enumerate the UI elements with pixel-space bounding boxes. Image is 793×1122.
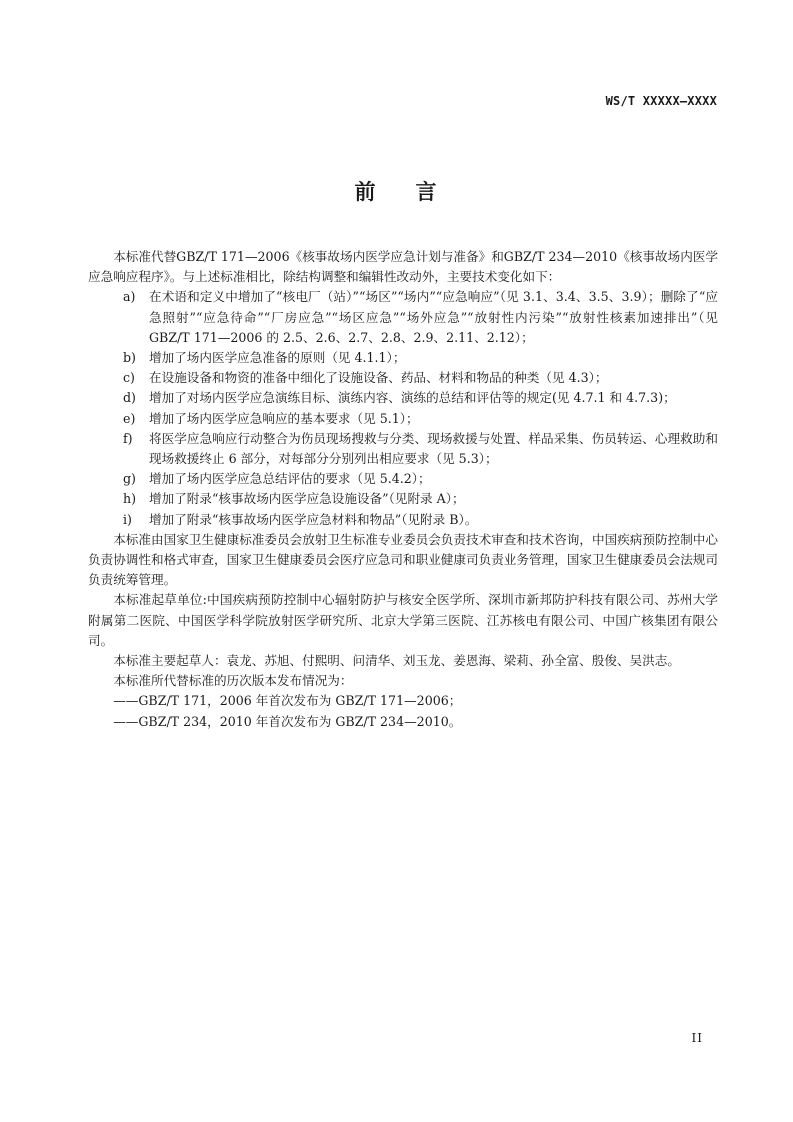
list-item	[88, 409, 718, 429]
list-item-text: 增加了对场内医学应急演练目标、演练内容、演练的总结和评估等的规定(见 4.7.1 和 4.7.3)；	[149, 390, 676, 406]
title-char-1: 前	[354, 180, 378, 204]
list-item-text: 增加了场内医学应急响应的基本要求（见 5.1）；	[149, 410, 419, 426]
list-item	[88, 489, 718, 509]
list-item-mark: c)	[123, 370, 135, 386]
list-item-mark: i)	[123, 511, 132, 527]
list-item-mark: e)	[123, 410, 136, 426]
list-item-text: 增加了附录“核事故场内医学应急设施设备”（见附录 A）；	[149, 491, 465, 507]
list-item	[88, 287, 718, 348]
changes-list	[88, 287, 718, 529]
history-heading: 本标准所代替标准的历次版本发布情况为：	[113, 673, 353, 689]
list-item	[88, 510, 718, 530]
list-item	[88, 348, 718, 368]
list-item-mark: h)	[123, 491, 137, 507]
drafters-paragraph: 本标准主要起草人：袁龙、苏旭、付熙明、问清华、刘玉龙、姜恩海、梁莉、孙全富、殷俊、吴洪志。	[113, 653, 680, 669]
list-item-text: 增加了附录“核事故场内医学应急材料和物品”（见附录 B）。	[149, 511, 478, 527]
list-item-mark: b)	[123, 350, 136, 366]
list-item-text: 增加了场内医学应急准备的原则（见 4.1.1）；	[149, 350, 406, 366]
intro-paragraph: 本标准代替GBZ/T 171—2006《核事故场内医学应急计划与准备》和GBZ/T 234—2010《核事故场内医学应急响应程序》。与上述标准相比，除结构调整和编辑性改动外，主要技术变化如下：	[88, 249, 718, 285]
drafting-units-paragraph: 本标准起草单位:中国疾病预防控制中心辐射防护与核安全医学所、深圳市新邦防护科技有限公司、苏州大学附属第二医院、中国医学科学院放射医学研究所、北京大学第三医院、江苏核电有限公司、中国广核集团有限公司。	[88, 592, 718, 648]
list-item-mark: a)	[123, 289, 136, 305]
list-item	[88, 388, 718, 408]
list-item-text: 将医学应急响应行动整合为伤员现场搜救与分类、现场救援与处置、样品采集、伤员转运、心理救助和现场救援终止 6 部分，对每部分分别列出相应要求（见 5.3）；	[149, 430, 718, 467]
list-item-text: 在设施设备和物资的准备中细化了设施设备、药品、材料和物品的种类（见 4.3）；	[149, 370, 608, 386]
history-item: ——GBZ/T 171，2006 年首次发布为 GBZ/T 171—2006；	[113, 693, 462, 709]
list-item-text: 在术语和定义中增加了“核电厂（站）”“场区”“场内”“应急响应”（见 3.1、3.4、3.5、3.9）；删除了“应急照射”“应急待命”“厂房应急”“场区应急”“场外应急”“放射性内污染”“放射性核素加速排出”（见 GBZ/T 171—2006 的 2.5、2.6、2.7、2.8、2.9、2.11、2.12）；	[149, 289, 718, 345]
list-item	[88, 469, 718, 489]
title-char-2: 言	[415, 180, 439, 204]
history-item: ——GBZ/T 234，2010 年首次发布为 GBZ/T 234—2010。	[113, 713, 462, 729]
page-title	[0, 176, 793, 206]
page-number: II	[691, 1031, 703, 1045]
list-item-mark: d)	[123, 390, 136, 406]
list-item	[88, 368, 718, 388]
document-body	[88, 247, 718, 732]
list-item-mark: g)	[123, 471, 136, 487]
list-item	[88, 429, 718, 469]
list-item-text: 增加了场内医学应急总结评估的要求（见 5.4.2）；	[149, 471, 431, 487]
list-item-mark: f)	[123, 430, 133, 446]
responsibility-paragraph: 本标准由国家卫生健康标准委员会放射卫生标准专业委员会负责技术审查和技术咨询，中国疾病预防控制中心负责协调性和格式审查，国家卫生健康委员会医疗应急司和职业健康司负责业务管理，国家卫生健康委员会法规司负责统筹管理。	[88, 531, 718, 588]
standard-code: WS/T XXXXX—XXXX	[605, 94, 717, 108]
